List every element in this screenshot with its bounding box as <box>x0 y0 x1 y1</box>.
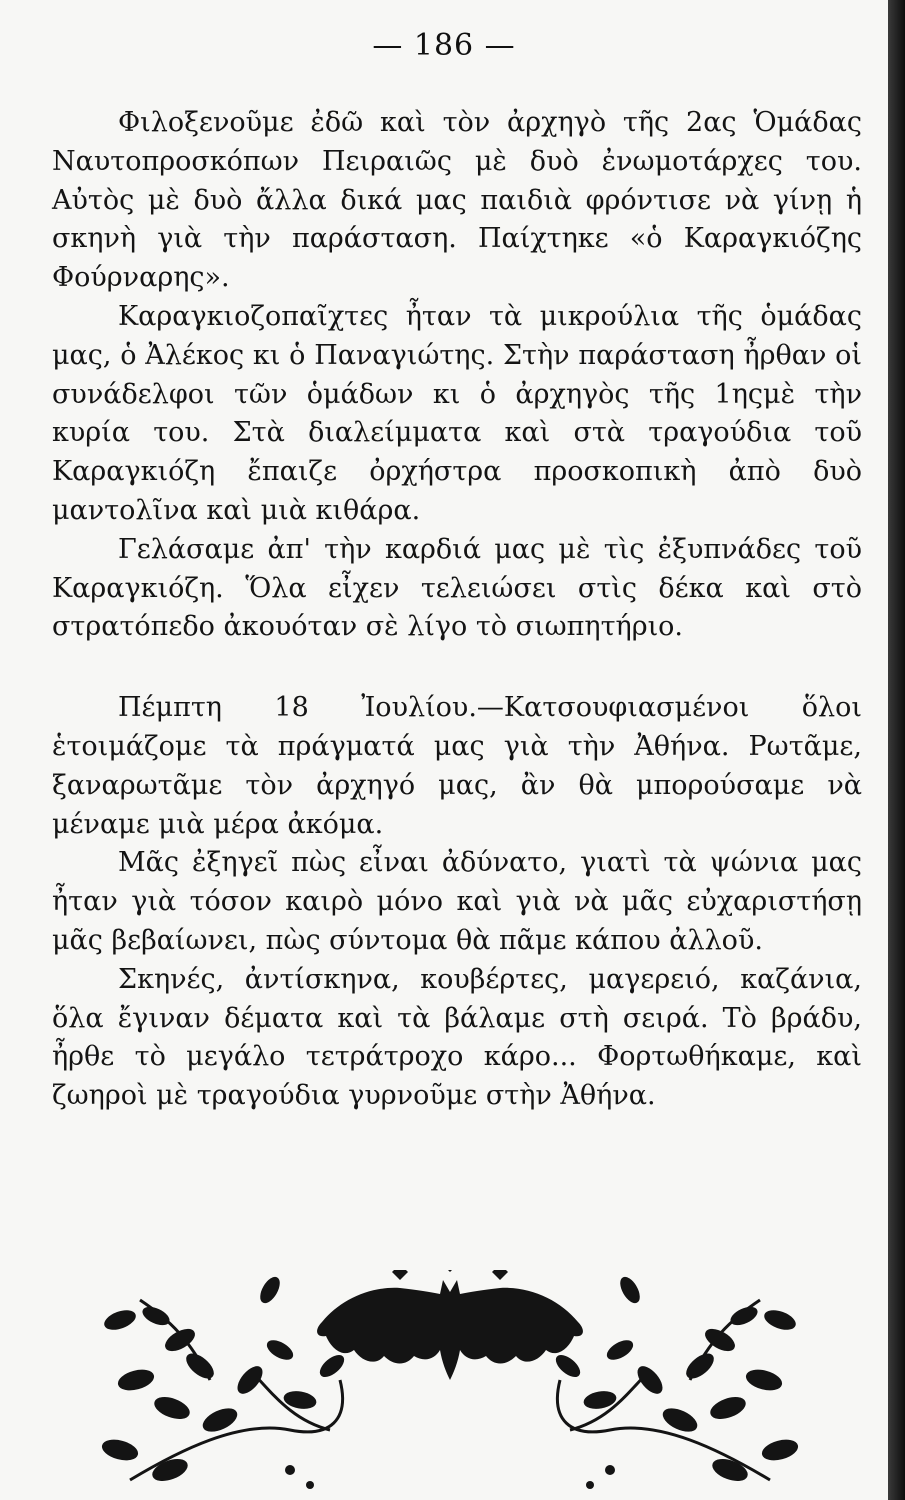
paragraph: Γελάσαμε ἀπ' τὴν καρδιά μας μὲ τὶς ἐξυπνάδες τοῦ Καραγκιόζη. Ὅλα εἶχεν τελειώσει στὶς δέκα καὶ στὸ στρατόπεδο ἀκουόταν σὲ λίγο τὸ σιωπητήριο. <box>52 533 862 643</box>
page-edge-shadow <box>888 0 905 1500</box>
paragraph: Πέμπτη 18 Ἰουλίου.—Κατσουφιασμένοι ὅλοι ἑτοιμάζομε τὰ πράγματά μας γιὰ τὴν Ἀθήνα. Ρωτᾶμε, ξαναρωτᾶμε τὸν ἀρχηγό μας, ἂν θὰ μπορούσαμε νὰ μέναμε μιὰ μέρα ἀκόμα. <box>52 692 862 840</box>
paragraph: Μᾶς ἐξηγεῖ πὼς εἶναι ἀδύνατο, γιατὶ τὰ ψώνια μας ἦταν γιὰ τόσον καιρὸ μόνο καὶ γιὰ νὰ μᾶς εὐχαριστήσῃ μᾶς βεβαίωνει, πὼς σύντομα θὰ πᾶμε κάπου ἀλλοῦ. <box>52 847 862 956</box>
paragraph: Φιλοξενοῦμε ἐδῶ καὶ τὸν ἀρχηγὸ τῆς 2ας Ὁμάδας Ναυτοπροσκόπων Πειραιῶς μὲ δυὸ ἐνωμοτάρχες του. Αὐτὸς μὲ δυὸ ἄλλα δικά μας παιδιὰ φρόντισε νὰ γίνῃ ἡ σκηνὴ γιὰ τὴν παράσταση. Παίχτηκε «ὁ Καραγκιόζης Φούρναρης». <box>52 107 862 294</box>
page-text <box>52 104 862 1116</box>
paragraph: Σκηνές, ἀντίσκηνα, κουβέρτες, μαγερειό, καζάνια, ὅλα ἔγιναν δέματα καὶ τὰ βάλαμε στὴ σειρά. Τὸ βράδυ, ἦρθε τὸ μεγάλο τετράτροχο κάρο... Φορτωθήκαμε, καὶ ζωηροὶ μὲ τραγούδια γυρνοῦμε στὴν Ἀθήνα. <box>52 963 862 1112</box>
bat-ornament-icon <box>100 1270 800 1500</box>
paragraph: Καραγκιοζοπαῖχτες ἦταν τὰ μικρούλια τῆς ὁμάδας μας, ὁ Ἀλέκος κι ὁ Παναγιώτης. Στὴν παράσταση ἦρθαν οἱ συνάδελφοι τῶν ὁμάδων κι ὁ ἀρχηγὸς τῆς 1ηςμὲ τὴν κυρία του. Στὰ διαλείμματα καὶ στὰ τραγούδια τοῦ Καραγκιόζη ἔπαιζε ὀρχήστρα προσκοπικὴ ἀπὸ δυὸ μαντολῖνα καὶ μιὰ κιθάρα. <box>52 300 862 526</box>
page-number: — 186 — <box>372 28 516 63</box>
